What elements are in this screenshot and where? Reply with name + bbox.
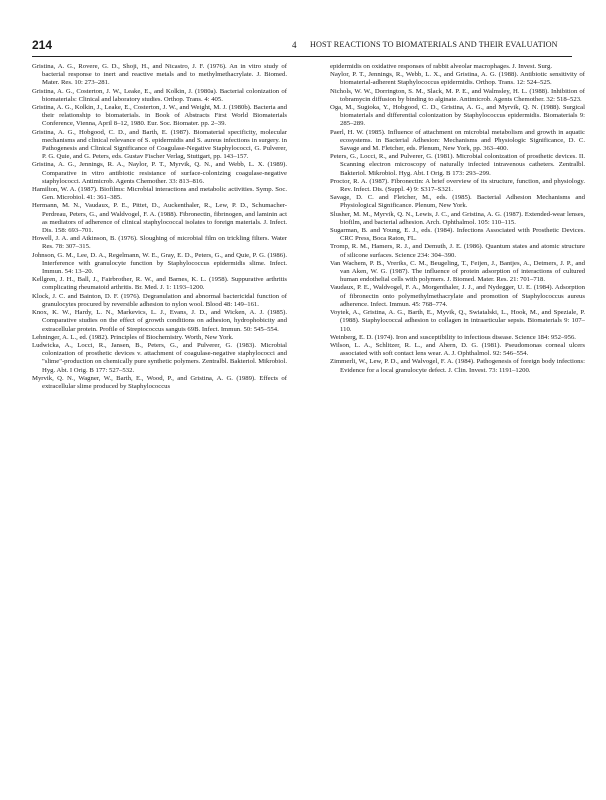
reference-entry: Nichols, W. W., Dorrington, S. M., Slack, M. P. E., and Walmsley, H. L. (1988). Inhibition of tobramycin diffusion by binding to alginate. Antimicrob. Agents Chemother. 32: 518–523.: [330, 87, 585, 103]
reference-entry: Sugarman, B. and Young, E. J., eds. (1984). Infections Associated with Prosthetic Devices. CRC Press, Boca Raton, FL.: [330, 227, 585, 243]
running-header: [32, 40, 572, 57]
chapter-title: HOST REACTIONS TO BIOMATERIALS AND THEIR EVALUATION: [310, 40, 558, 49]
reference-entry: Zimmerli, W., Lew, P. D., and Walvogel, F. A. (1984). Pathogenesis of foreign body infections: Evidence for a local granulocyte defect. J. Clin. Invest. 73: 1191–1200.: [330, 358, 585, 374]
reference-entry: Tromp, R. M., Hamers, R. J., and Demuth, J. E. (1986). Quantum states and atomic structure of silicone surfaces. Science 234: 304–390.: [330, 243, 585, 259]
reference-entry: Gristina, A. G., Rovere, G. D., Shoji, H., and Nicastro, J. F. (1976). An in vitro study of bacterial response to inert and reactive metals and to methylmethacrylate. J. Biomed. Mater. Res. 10: 273–281.: [32, 63, 287, 87]
reference-entry: Gristina, A. G., Hobgood, C. D., and Barth, E. (1987). Biomaterial specificity, molecular mechanisms and clinical relevance of S. epidermidis and S. aureus infections in surgery. in Pathogenesis and Clinical Significance of Coagulase-Negative Staphylococci, G. Pulverer, P. G. Quie, and G. Peters, eds. Gustav Fischer Verlag, Stuttgart, pp. 143–157.: [32, 128, 287, 161]
reference-entry: Hamilton, W. A. (1987). Biofilms: Microbial interactions and metabolic activities. Symp. Soc. Gen. Microbiol. 41: 361–385.: [32, 186, 287, 202]
reference-entry: Oga, M., Sugioka, Y., Hobgood, C. D., Gristina, A. G., and Myrvik, Q. N. (1988). Surgical biomaterials and differential colonization by Staphylococcus epidermidis. Biomaterials 9: 285–289.: [330, 104, 585, 128]
reference-entry: Hermann, M. N., Vaudaux, P. E., Pittet, D., Auckenthaler, R., Lew, P. D., Schumacher-Perdreau, Peters, G., and Waldvogel, F. A. (1988). Fibronectin, fibrinogen, and laminin act as mediators of adherence of clinical staphylococcal isolates to foreign materials. J. Infect. Dis. 158: 693–701.: [32, 202, 287, 235]
reference-entry: Gristina, A. G., Costerton, J. W., Leake, E., and Kolkin, J. (1980a). Bacterial colonization of biomaterials: Clinical and laboratory studies. Orthop. Trans. 4: 405.: [32, 87, 287, 103]
reference-entry: Weinberg, E. D. (1974). Iron and susceptibility to infectious disease. Science 184: 952–956.: [330, 333, 576, 341]
reference-entry: Myrvik, Q. N., Wagner, W., Barth, E., Wood, P., and Gristina, A. G. (1989). Effects of extracellular slime produced by Staphylococcus: [32, 374, 287, 390]
reference-entry: Vaudaux, P. E., Waldvogel, F. A., Morgenthaler, J. J., and Nydegger, U. E. (1984). Adsorption of fibronectin onto polymethylmethacrylate and promotion of Staphylococcus aureus adherence. Infect. Immun. 45: 768–774.: [330, 284, 585, 308]
reference-entry: Howell, J. A. and Atkinson, B. (1976). Sloughing of microbial film on trickling filters. Water Res. 78: 307–315.: [32, 235, 287, 251]
reference-entry: Gristina, A. G., Jennings, R. A., Naylor, P. T., Myrvik, Q. N., and Webb, L. X. (1989). Comparative in vitro antibiotic resistance of surface-colonizing coagulase-negative staphylococci. Antimicrob. Agents Chemother. 33: 813–816.: [32, 161, 287, 185]
reference-entry: Gristina, A. G., Kolkin, J., Leake, E., Costerton, J. W., and Weight, M. J. (1980b). Bacteria and their relationship to biomaterials. in Book of Abstracts First World Biomaterials Conference, Vienna, April 8–12, 1980. Eur. Soc. Biomater. pp. 2–39.: [32, 104, 287, 128]
reference-entry: Klock, J. C. and Bainton, D. F. (1976). Degranulation and abnormal bactericidal function of granulocytes procured by reversible adhesion to nylon wool. Blood 48: 149–161.: [32, 292, 287, 308]
chapter-number: 4: [292, 40, 297, 50]
reference-entry: Naylor, P. T., Jennings, R., Webb, L. X., and Gristina, A. G. (1988). Antibiotic sensitivity of biomaterial-adherent Staphylococcus epidermidis. Orthop. Trans. 12: 524–525.: [330, 71, 585, 87]
reference-entry: Ludwicka, A., Locci, R., Jansen, B., Peters, G., and Pulverer, G. (1983). Microbial colonization of prosthetic devices v. attachment of coagulase-negative staphylococci and "slime"-production on chemically pure synthetic polymers. Zentralbl. Bakteriol. Mikrobiol. Hyg. Abt. I Orig. B 177: 527–532.: [32, 341, 287, 374]
reference-entry: Slusher, M. M., Myrvik, Q. N., Lewis, J. C., and Gristina, A. G. (1987). Extended-wear lenses, biofilm, and bacterial adhesion. Arch. Ophthalmol. 105: 110–115.: [330, 210, 585, 226]
reference-entry: Wilson, L. A., Schlitzer, R. L., and Ahern, D. G. (1981). Pseudomonas corneal ulcers associated with soft contact lens wear. A. J. Ophthalmol. 92: 546–554.: [330, 341, 585, 358]
references-right-column: [330, 63, 585, 375]
reference-entry: Kellgren, J. H., Ball, J., Fairbrother, R. W., and Barnes, K. L. (1958). Suppurative arthritis complicating rheumatoid arthritis. Br. Med. J. 1: 1193–1200.: [32, 276, 287, 292]
page-number: 214: [32, 38, 53, 52]
reference-entry: Knox, K. W., Hardy, L. N., Markevics, L. J., Evans, J. D., and Wicken, A. J. (1985). Comparative studies on the effect of growth conditions on adhesion, hydrophobicity and extracellular protein. Profile of Streptococcus sanguis 69B. Infect. Immun. 50: 545–554.: [32, 309, 287, 333]
reference-entry: Voytek, A., Gristina, A. G., Barth, E., Myvik, Q., Swiatalski, L., Hook, M., and Speziale, P. (1988). Staphylococcal adhesion to collagen in intraarticular sepsis. Biomaterials 9: 107–110.: [330, 309, 585, 333]
reference-entry: Van Wachem, P. B., Vreriks, C. M., Beugeling, T., Feijen, J., Bantjes, A., Detmers, J. P., and van Aken, W. G. (1987). The influence of protein adsorption of interactions of cultured human endothelial cells with polymers. J. Biomed. Mater. Res. 21: 701–718.: [330, 259, 585, 284]
reference-entry: Johnson, G. M., Lee, D. A., Regelmann, W. E., Gray, E. D., Peters, G., and Quie, P. G. (1986). Interference with granulocyte function by Staphylococcus epidermidis slime. Infect. Immun. 54: 13–20.: [32, 251, 287, 276]
reference-entry: Savage, D. C. and Fletcher, M., eds. (1985). Bacterial Adhesion Mechanisms and Physiological Significance. Plenum, New York.: [330, 194, 585, 210]
reference-entry: Peters, G., Locci, R., and Pulverer, G. (1981). Microbial colonization of prosthetic devices. II. Scanning electron microscopy of naturally infected intravenous catheters. Zentralbl. Bakteriol. Mikrobiol. Hyg. Abt. I Orig. B 173: 293–299.: [330, 153, 585, 177]
reference-entry: Paerl, H. W. (1985). Influence of attachment on microbial metabolism and growth in aquatic ecosystems. in Bacterial Adhesion: Mechanisms and Physiologic Significance, D. C. Savage and M. Fletcher, eds. Plenum, New York, pp. 363–400.: [330, 128, 585, 153]
reference-entry: Lehninger, A. L., ed. (1982). Principles of Biochemistry. Worth, New York.: [32, 333, 234, 341]
references-left-column: [32, 63, 287, 391]
reference-entry-continued: epidermidis on oxidative responses of rabbit alveolar macrophages. J. Invest. Surg.: [330, 63, 552, 70]
reference-entry: Proctor, R. A. (1987). Fibronectin: A brief overview of its structure, function, and physiology. Rev. Infect. Dis. (Suppl. 4) 9: S317–S321.: [330, 177, 585, 194]
